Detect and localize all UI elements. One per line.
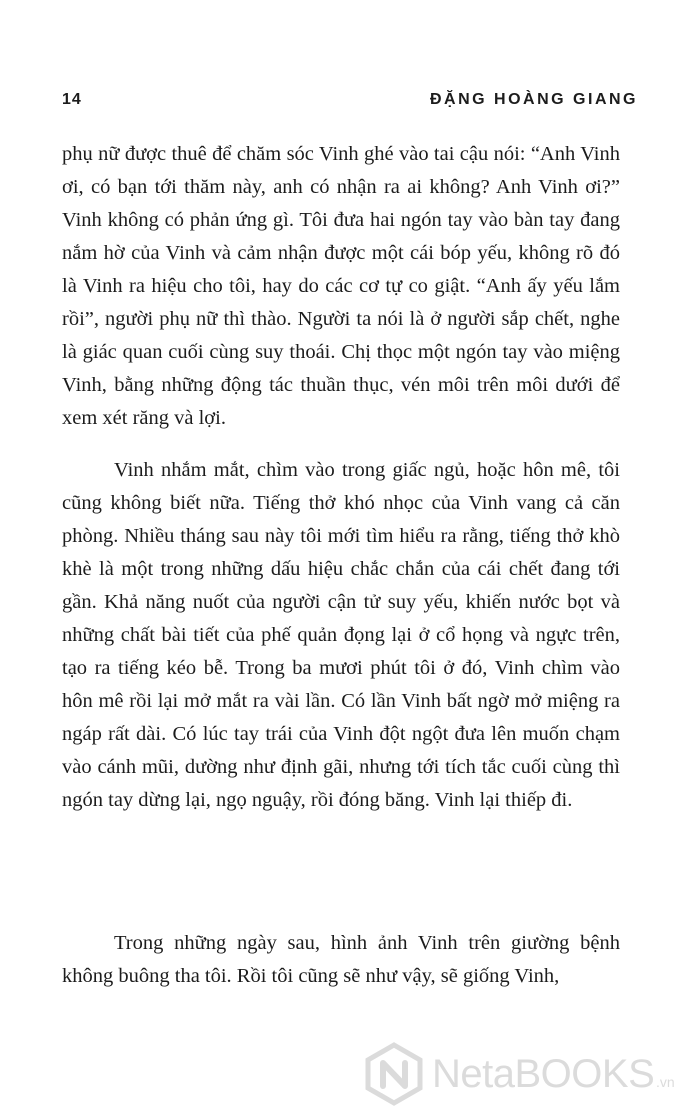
watermark-suffix: .vn [656,1074,675,1090]
netabooks-logo-icon [362,1042,426,1106]
running-head [62,91,638,113]
body-text [62,138,620,817]
watermark-brand: NetaBOOKS [432,1052,655,1096]
watermark [362,1040,692,1110]
page-number: 14 [62,91,82,108]
paragraph-3: Trong những ngày sau, hình ảnh Vinh trên giường bệnh không buông tha tôi. Rồi tôi cũng sẽ như vậy, sẽ giống Vinh, [62,932,620,987]
paragraph-2: Vinh nhắm mắt, chìm vào trong giấc ngủ, hoặc hôn mê, tôi cũng không biết nữa. Tiếng thở khó nhọc của Vinh vang cả căn phòng. Nhiều tháng sau này tôi mới tìm hiểu ra rằng, tiếng thở khò khè là một trong những dấu hiệu chắc chắn của cái chết đang tới gần. Khả năng nuốt của người cận tử suy yếu, khiến nước bọt và những chất bài tiết của phế quản đọng lại ở cổ họng và ngực trên, tạo ra tiếng kéo bễ. Trong ba mươi phút tôi ở đó, Vinh chìm vào hôn mê rồi lại mở mắt ra vài lần. Có lần Vinh bất ngờ mở miệng ra ngáp rất dài. Có lúc tay trái của Vinh đột ngột đưa lên muốn chạm vào cánh mũi, dường như định gãi, nhưng tới tích tắc cuối cùng thì ngón tay dừng lại, ngọ nguậy, rồi đóng băng. Vinh lại thiếp đi. [62,459,620,811]
running-title: ĐẶNG HOÀNG GIANG [430,91,638,108]
paragraph-1: phụ nữ được thuê để chăm sóc Vinh ghé vào tai cậu nói: “Anh Vinh ơi, có bạn tới thăm này, anh có nhận ra ai không? Anh Vinh ơi?” Vinh không có phản ứng gì. Tôi đưa hai ngón tay vào bàn tay đang nắm hờ của Vinh và cảm nhận được một cái bóp yếu, không rõ đó là Vinh ra hiệu cho tôi, hay do các cơ tự co giật. “Anh ấy yếu lắm rồi”, người phụ nữ thì thào. Người ta nói là ở người sắp chết, nghe là giác quan cuối cùng suy thoái. Chị thọc một ngón tay vào miệng Vinh, bằng những động tác thuần thục, vén môi trên môi dưới để xem xét răng và lợi. [62,143,620,429]
